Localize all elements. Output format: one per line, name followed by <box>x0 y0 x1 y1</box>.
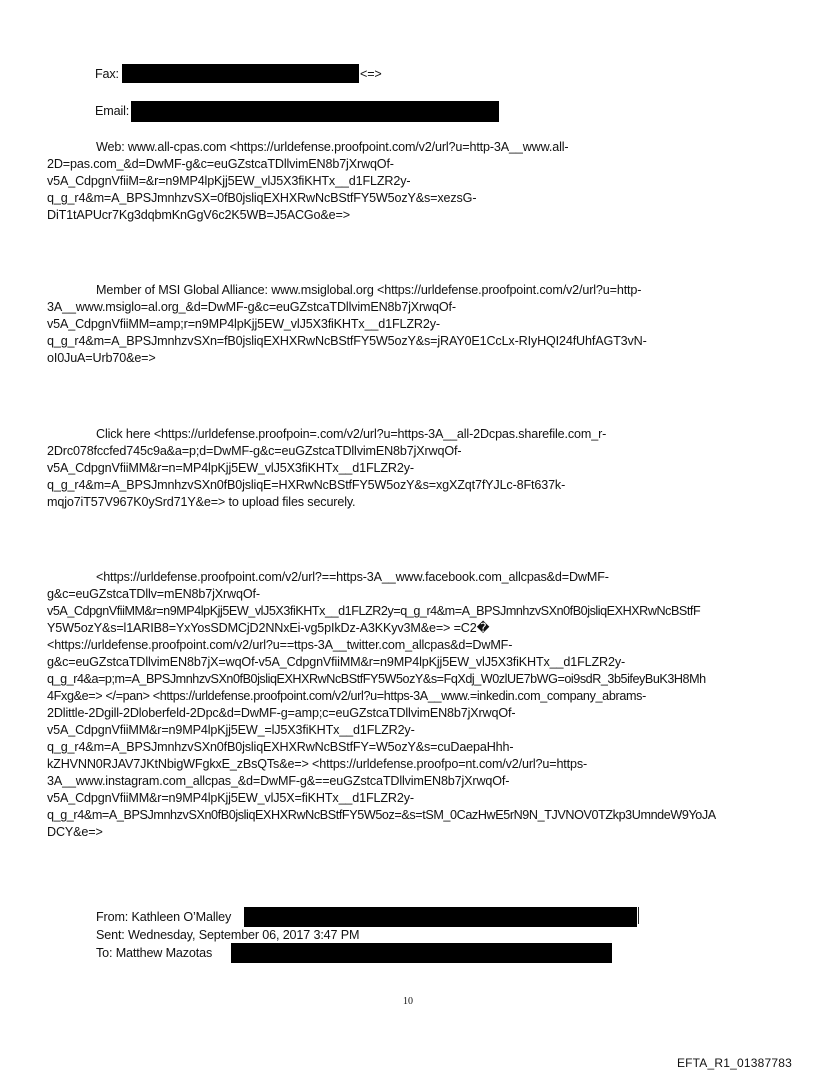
social-line: v5A_CdpgnVfiiMM&r=n9MP4lpKjj5EW_vlJ5X3fiKHTx__d1FLZR2y=q_g_r4&m=A_BPSJmnhzvSXn0fB0jsliqEXHXRwNcBStfF <box>47 604 701 618</box>
social-line: q_g_r4&a=p;m=A_BPSJmnhzvSXn0fB0jsliqEXHXRwNcBStfFY5W5ozY&s=FqXdj_W0zlUE7bWG=oi9sdR_3b5ifeyBuK3H8Mh <box>47 672 706 686</box>
to-redaction <box>231 943 612 963</box>
social-line: Y5W5ozY&s=l1ARIB8=YxYosSDMCjD2NNxEi-vg5pIkDz-A3KKyv3M&e=> =C2� <box>47 621 490 635</box>
msi-line: Member of MSI Global Alliance: www.msiglobal.org <https://urldefense.proofpoint.com/v2/url?u=http- <box>96 283 642 297</box>
click-here-line: v5A_CdpgnVfiiMM&r=n=MP4lpKjj5EW_vlJ5X3fiKHTx__d1FLZR2y- <box>47 461 414 475</box>
social-line: q_g_r4&m=A_BPSJmnhzvSXn0fB0jsliqEXHXRwNcBStfFY=W5ozY&s=cuDaepaHhh- <box>47 740 514 754</box>
fax-redaction <box>122 64 359 83</box>
social-line: g&c=euGZstcaTDllv=mEN8b7jXrwqOf- <box>47 587 260 601</box>
msi-line: q_g_r4&m=A_BPSJmnhzvSXn=fB0jsliqEXHXRwNcBStfFY5W5ozY&s=jRAY0E1CcLx-RIyHQI24fUhfAGT3vN- <box>47 334 647 348</box>
bates-number: EFTA_R1_01387783 <box>676 1056 792 1070</box>
msi-line: v5A_CdpgnVfiiMM=amp;r=n9MP4lpKjj5EW_vlJ5X3fiKHTx__d1FLZR2y- <box>47 317 440 331</box>
social-line: g&c=euGZstcaTDllvimEN8b7jX=wqOf-v5A_CdpgnVfiiMM&r=n9MP4lpKjj5EW_vlJ5X3fiKHTx__d1FLZR2y- <box>47 655 626 669</box>
social-line: <https://urldefense.proofpoint.com/v2/url?==https-3A__www.facebook.com_allcpas&d=DwMF- <box>96 570 609 584</box>
web-line: v5A_CdpgnVfiiM=&r=n9MP4lpKjj5EW_vlJ5X3fiKHTx__d1FLZR2y- <box>47 174 411 188</box>
click-here-line: mqjo7iT57V967K0ySrd71Y&e=> to upload files securely. <box>47 495 356 509</box>
social-line: v5A_CdpgnVfiiMM&r=n9MP4lpKjj5EW_vlJ5X=fiKHTx__d1FLZR2y- <box>47 791 414 805</box>
click-here-line: 2Drc078fccfed745c9a&a=p;d=DwMF-g&c=euGZstcaTDllvimEN8b7jXrwqOf- <box>47 444 462 458</box>
redaction-edge <box>638 907 639 924</box>
email-label: Email: <box>95 104 130 118</box>
click-here-line: q_g_r4&m=A_BPSJmnhzvSXn0fB0jsliqE=HXRwNcBStfFY5W5ozY&s=xgXZqt7fYJLc-8Ft637k- <box>47 478 566 492</box>
web-line: Web: www.all-cpas.com <https://urldefense.proofpoint.com/v2/url?u=http-3A__www.all- <box>96 140 569 154</box>
social-line: kZHVNN0RJAV7JKtNbigWFgkxE_zBsQTs&e=> <https://urldefense.proofpo=nt.com/v2/url?u=https- <box>47 757 588 771</box>
from-redaction <box>244 907 637 927</box>
sent-line: Sent: Wednesday, September 06, 2017 3:47 PM <box>96 928 360 942</box>
social-line: q_g_r4&m=A_BPSJmnhzvSXn0fB0jsliqEXHXRwNcBStfFY5W5oz=&s=tSM_0CazHwE5rN9N_TJVNOV0TZkp3UmndeW9YoJA <box>47 808 716 822</box>
social-line: 2Dlittle-2Dgill-2Dloberfeld-2Dpc&d=DwMF-g=amp;c=euGZstcaTDllvimEN8b7jXrwqOf- <box>47 706 516 720</box>
fax-suffix: <=> <box>360 67 382 81</box>
from-line: From: Kathleen O’Malley <box>96 910 232 924</box>
web-line: DiT1tAPUcr7Kg3dqbmKnGgV6c2K5WB=J5ACGo&e=> <box>47 208 350 222</box>
web-line: 2D=pas.com_&d=DwMF-g&c=euGZstcaTDllvimEN8b7jXrwqOf- <box>47 157 394 171</box>
social-line: v5A_CdpgnVfiiMM&r=n9MP4lpKjj5EW_=lJ5X3fiKHTx__d1FLZR2y- <box>47 723 415 737</box>
web-line: q_g_r4&m=A_BPSJmnhzvSX=0fB0jsliqEXHXRwNcBStfFY5W5ozY&s=xezsG- <box>47 191 477 205</box>
click-here-line: Click here <https://urldefense.proofpoin=.com/v2/url?u=https-3A__all-2Dcpas.sharefile.com_r- <box>96 427 607 441</box>
social-line: 4Fxg&e=> </=pan> <https://urldefense.proofpoint.com/v2/url?u=https-3A__www.=inkedin.com_company_abrams- <box>47 689 646 703</box>
email-redaction <box>131 101 499 122</box>
fax-label: Fax: <box>95 67 119 81</box>
social-line: DCY&e=> <box>47 825 103 839</box>
social-line: 3A__www.instagram.com_allcpas_&d=DwMF-g&==euGZstcaTDllvimEN8b7jXrwqOf- <box>47 774 510 788</box>
social-line: <https://urldefense.proofpoint.com/v2/url?u==ttps-3A__twitter.com_allcpas&d=DwMF- <box>47 638 513 652</box>
page-number: 10 <box>403 996 413 1007</box>
msi-line: 3A__www.msiglo=al.org_&d=DwMF-g&c=euGZstcaTDllvimEN8b7jXrwqOf- <box>47 300 456 314</box>
msi-line: oI0JuA=Urb70&e=> <box>47 351 156 365</box>
to-line: To: Matthew Mazotas <box>96 946 213 960</box>
